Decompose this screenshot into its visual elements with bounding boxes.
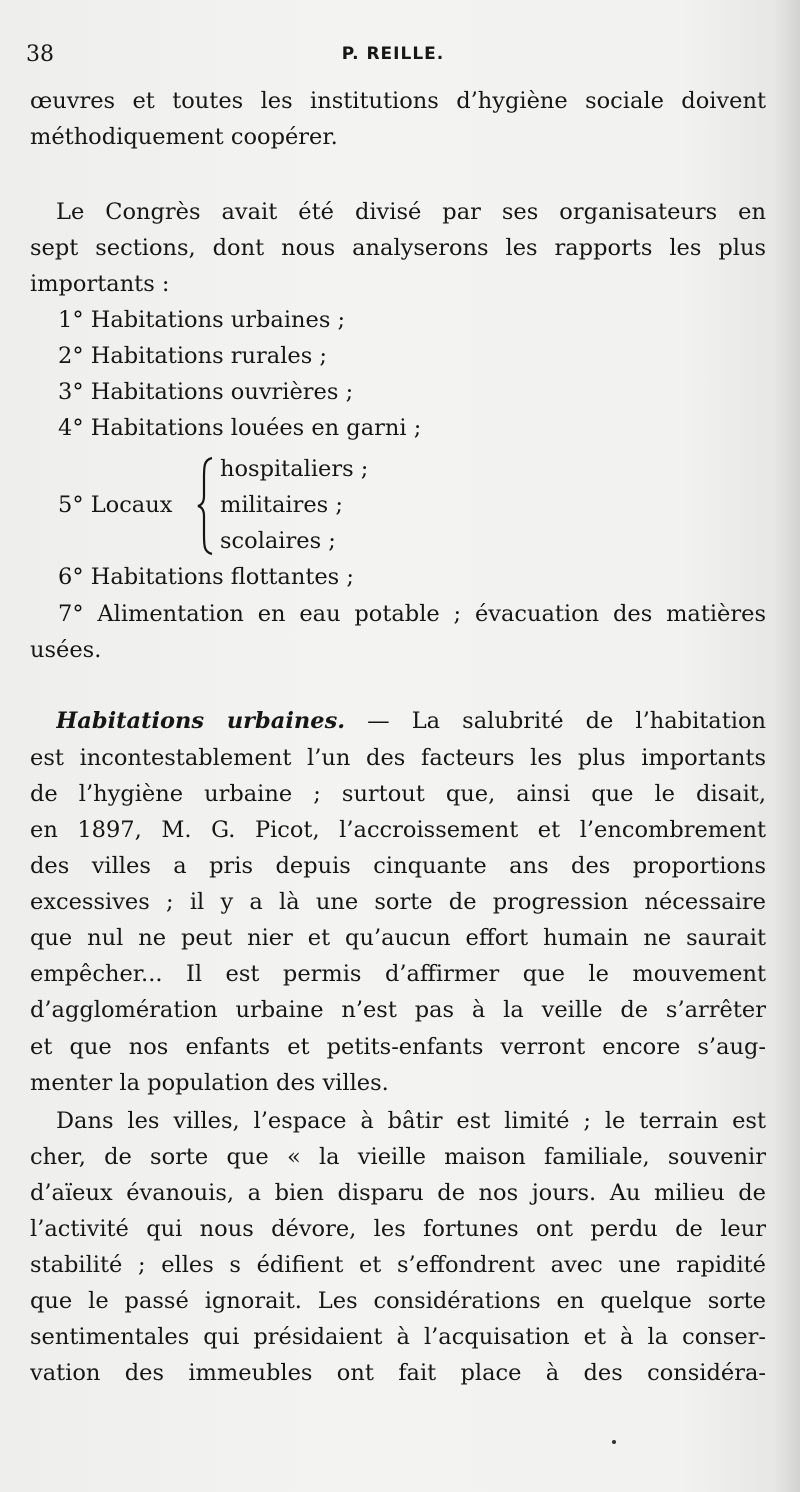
text-line: sentimentales qui présidaient à l’acquisation et à la conser- xyxy=(30,1324,766,1350)
page-header xyxy=(26,42,760,74)
text-line: que nul ne peut nier et qu’aucun effort humain ne saurait xyxy=(30,925,766,951)
section-locaux xyxy=(58,452,458,562)
text-line: vation des immeubles ont fait place à des considéra- xyxy=(30,1360,766,1386)
text-line: Le Congrès avait été divisé par ses organisateurs en xyxy=(56,199,766,225)
locaux-option: militaires ; xyxy=(220,492,343,518)
section-item: 1° Habitations urbaines ; xyxy=(58,307,346,333)
section-item: 6° Habitations flottantes ; xyxy=(58,564,354,590)
text-run: — La salubrité de l’habitation xyxy=(345,708,766,734)
text-line: usées. xyxy=(30,637,102,663)
text-line: et que nos enfants et petits-enfants verront encore s’aug- xyxy=(30,1034,766,1060)
text-line: menter la population des villes. xyxy=(30,1070,389,1096)
section-item: 4° Habitations louées en garni ; xyxy=(58,415,422,441)
ink-speck xyxy=(612,1440,616,1444)
text-line: l’activité qui nous dévore, les fortunes ont perdu de leur xyxy=(30,1216,766,1242)
text-line: de l’hygiène urbaine ; surtout que, ainsi que le disait, xyxy=(30,781,766,807)
text-line: cher, de sorte que « la vieille maison familiale, souvenir xyxy=(30,1144,766,1170)
locaux-option: hospitaliers ; xyxy=(220,456,369,482)
text-line: sept sections, dont nous analyserons les rapports les plus xyxy=(30,235,766,261)
locaux-label: 5° Locaux xyxy=(58,492,173,518)
text-line: en 1897, M. G. Picot, l’accroissement et l’encombrement xyxy=(30,817,766,843)
section-item: 7° Alimentation en eau potable ; évacuation des matières xyxy=(58,601,766,627)
section-item: 3° Habitations ouvrières ; xyxy=(58,379,354,405)
text-line: est incontestablement l’un des facteurs les plus importants xyxy=(30,745,766,771)
running-title: P. REILLE. xyxy=(341,44,445,64)
curly-brace-icon xyxy=(196,456,216,556)
page-number: 38 xyxy=(26,42,54,67)
section-heading: Habitations urbaines. xyxy=(56,708,346,734)
page-edge-shadow xyxy=(774,0,800,1492)
text-line: empêcher... Il est permis d’affirmer que le mouvement xyxy=(30,961,766,987)
section-item: 2° Habitations rurales ; xyxy=(58,343,327,369)
text-line: stabilité ; elles s édifient et s’effondrent avec une rapidité xyxy=(30,1252,766,1278)
text-line: importants : xyxy=(30,271,170,297)
text-line: Dans les villes, l’espace à bâtir est limité ; le terrain est xyxy=(56,1108,766,1134)
text-line: d’agglomération urbaine n’est pas à la veille de s’arrêter xyxy=(30,997,766,1023)
text-line: des villes a pris depuis cinquante ans des proportions xyxy=(30,853,766,879)
text-line: que le passé ignorait. Les considérations en quelque sorte xyxy=(30,1288,766,1314)
text-line: excessives ; il y a là une sorte de progression nécessaire xyxy=(30,889,766,915)
text-line: méthodiquement coopérer. xyxy=(30,124,338,150)
text-line: d’aïeux évanouis, a bien disparu de nos jours. Au milieu de xyxy=(30,1180,766,1206)
text-line: œuvres et toutes les institutions d’hygiène sociale doivent xyxy=(30,88,766,114)
locaux-option: scolaires ; xyxy=(220,528,336,554)
text-line xyxy=(56,704,766,738)
